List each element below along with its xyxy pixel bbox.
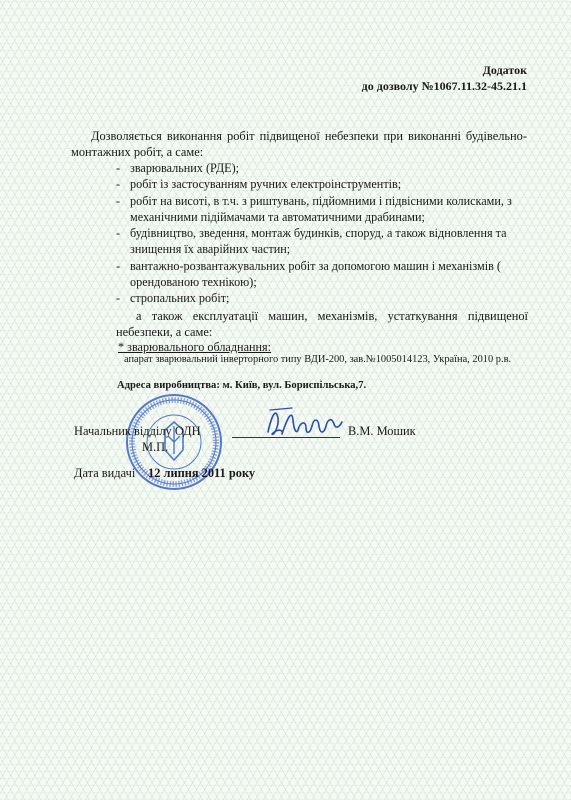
issue-date-label: Дата видачі [74, 466, 136, 480]
list-item: - стропальних робіт; [116, 290, 536, 306]
handwritten-signature-icon [262, 404, 346, 444]
list-item: - будівництво, зведення, монтаж будинків, споруд, а також відновлення та знищення їх аварійних частин; [116, 225, 536, 258]
appendix-title: Додаток [482, 63, 527, 77]
list-item: - зварювальних (РДЕ); [116, 160, 536, 176]
list-item: - робіт на висоті, в т.ч. з риштувань, підйомними і підвісними колисками, з механічними підіймачами та автоматичними драбинами; [116, 193, 536, 226]
equipment-paragraph: а також експлуатації машин, механізмів, устаткування підвищеної небезпеки, а саме: [116, 309, 528, 339]
equipment-item: апарат зварювальний інверторного типу ВДИ-200, зав.№1005014123, Україна, 2010 р.в. [124, 354, 512, 365]
production-address: Адреса виробництва: м. Київ, вул. Бориспільська,7. [117, 380, 367, 391]
signer-name: В.М. Мошик [348, 424, 416, 438]
equipment-title: * зварювального обладнання: [118, 340, 272, 354]
permit-reference: до дозволу №1067.11.32-45.21.1 [361, 79, 527, 93]
issue-date-value: 12 липня 2011 року [148, 466, 256, 480]
seal-place-mark: М.П. [142, 440, 169, 454]
list-item: - вантажно-розвантажувальних робіт за допомогою машин і механізмів ( орендованою технікою); [116, 258, 536, 291]
intro-paragraph: Дозволяється виконання робіт підвищеної небезпеки при виконанні будівельно-монтажних робіт, а саме: [71, 129, 527, 159]
list-item: - робіт із застосуванням ручних електроінструментів; [116, 176, 536, 192]
works-list [116, 160, 536, 307]
head-of-department-title: Начальник відділу ОДН [74, 424, 201, 438]
